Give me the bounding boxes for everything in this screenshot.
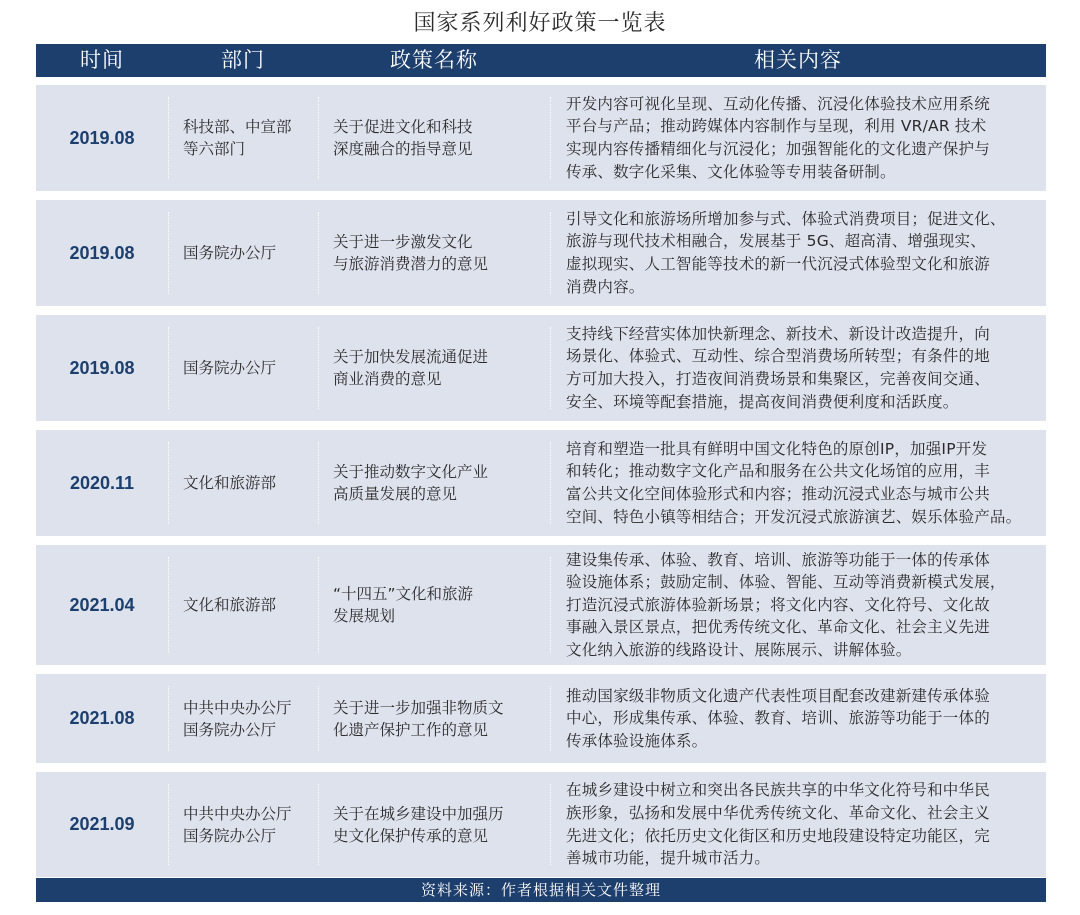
table-row xyxy=(36,772,1046,877)
row-time: 2021.04 xyxy=(69,594,135,615)
row-content: 开发内容可视化呈现、互动化传播、沉浸化体验技术应用系统 平台与产品；推动跨媒体内容制作与呈现，利用 VR/AR 技术 实现内容传播精细化与沉浸化；加强智能化的文化遗产保护与 传承、数字化采集、文化体验等专用装备研制。 xyxy=(566,94,990,181)
table-row xyxy=(36,200,1046,306)
table-body xyxy=(36,85,1046,886)
row-time: 2019.08 xyxy=(69,357,135,378)
source-footer: 资料来源：作者根据相关文件整理 xyxy=(36,878,1046,902)
row-dept: 文化和旅游部 xyxy=(183,474,277,492)
table-row xyxy=(36,430,1046,536)
row-time: 2021.09 xyxy=(69,814,135,834)
row-dept: 中共中央办公厅 国务院办公厅 xyxy=(183,804,292,845)
row-policy-name: 关于进一步加强非物质文 化遗产保护工作的意见 xyxy=(333,698,504,739)
row-policy-name: 关于推动数字文化产业 高质量发展的意见 xyxy=(333,463,489,503)
row-dept: 文化和旅游部 xyxy=(183,596,277,614)
row-content: 建设集传承、体验、教育、培训、旅游等功能于一体的传承体 验设施体系；鼓励定制、体验、智能、互动等消费新模式发展， 打造沉浸式旅游体验新场景；将文化内容、文化符号、文化故 事融入景区景点，把优秀传统文化、革命文化、社会主义先进 文化纳入旅游的线路设计、展陈展示、讲解体验。 xyxy=(566,550,1006,659)
row-dept: 中共中央办公厅 国务院办公厅 xyxy=(183,698,292,739)
row-content: 推动国家级非物质文化遗产代表性项目配套改建新建传承体验 中心，形成集传承、体验、教育、培训、旅游等功能于一体的 传承体验设施体系。 xyxy=(566,686,990,750)
row-content: 在城乡建设中树立和突出各民族共享的中华文化符号和中华民 族形象，弘扬和发展中华优秀传统文化、革命文化、社会主义 先进文化；依托历史文化街区和历史地段建设特定功能区，完 善城市功能，提升城市活力。 xyxy=(566,781,990,868)
page-title: 国家系列利好政策一览表 xyxy=(413,11,667,36)
row-content: 培育和塑造一批具有鲜明中国文化特色的原创IP，加强IP开发 和转化；推动数字文化产品和服务在公共文化场馆的应用，丰 富公共文化空间体验形式和内容；推动沉浸式业态与城市公共 空间、特色小镇等相结合；开发沉浸式旅游演艺、娱乐体验产品。 xyxy=(566,439,1022,526)
header-name: 政策名称 xyxy=(390,48,478,72)
row-content: 引导文化和旅游场所增加参与式、体验式消费项目；促进文化、 旅游与现代技术相融合，发展基于 5G、超高清、增强现实、 虚拟现实、人工智能等技术的新一代沉浸式体验型文化和旅游 消费内容。 xyxy=(566,209,1006,296)
row-dept: 科技部、中宣部 等六部门 xyxy=(183,118,292,158)
row-dept: 国务院办公厅 xyxy=(183,244,277,262)
table-header xyxy=(36,44,1046,77)
row-dept: 国务院办公厅 xyxy=(183,359,277,377)
row-time: 2020.11 xyxy=(69,472,135,493)
row-policy-name: 关于在城乡建设中加强历 史文化保护传承的意见 xyxy=(333,804,504,845)
table-row xyxy=(36,674,1046,763)
row-time: 2019.08 xyxy=(69,242,135,263)
header-dept: 部门 xyxy=(221,48,265,72)
row-content: 支持线下经营实体加快新理念、新技术、新设计改造提升，向 场景化、体验式、互动性、综合型消费场所转型；有条件的地 方可加大投入，打造夜间消费场景和集聚区，完善夜间交通、 安全、环境等配套措施，提高夜间消费便利度和活跃度。 xyxy=(566,324,990,411)
table-row xyxy=(36,545,1046,665)
row-policy-name: 关于促进文化和科技 深度融合的指导意见 xyxy=(333,118,473,158)
table-row xyxy=(36,85,1046,191)
table-row xyxy=(36,315,1046,421)
row-policy-name: 关于加快发展流通促进 商业消费的意见 xyxy=(333,348,489,388)
header-content: 相关内容 xyxy=(754,48,842,72)
header-time: 时间 xyxy=(80,48,124,72)
row-time: 2019.08 xyxy=(69,127,135,148)
row-time: 2021.08 xyxy=(69,708,135,728)
row-policy-name: 关于进一步激发文化 与旅游消费潜力的意见 xyxy=(333,233,489,273)
row-policy-name: “十四五”文化和旅游 发展规划 xyxy=(333,585,474,625)
